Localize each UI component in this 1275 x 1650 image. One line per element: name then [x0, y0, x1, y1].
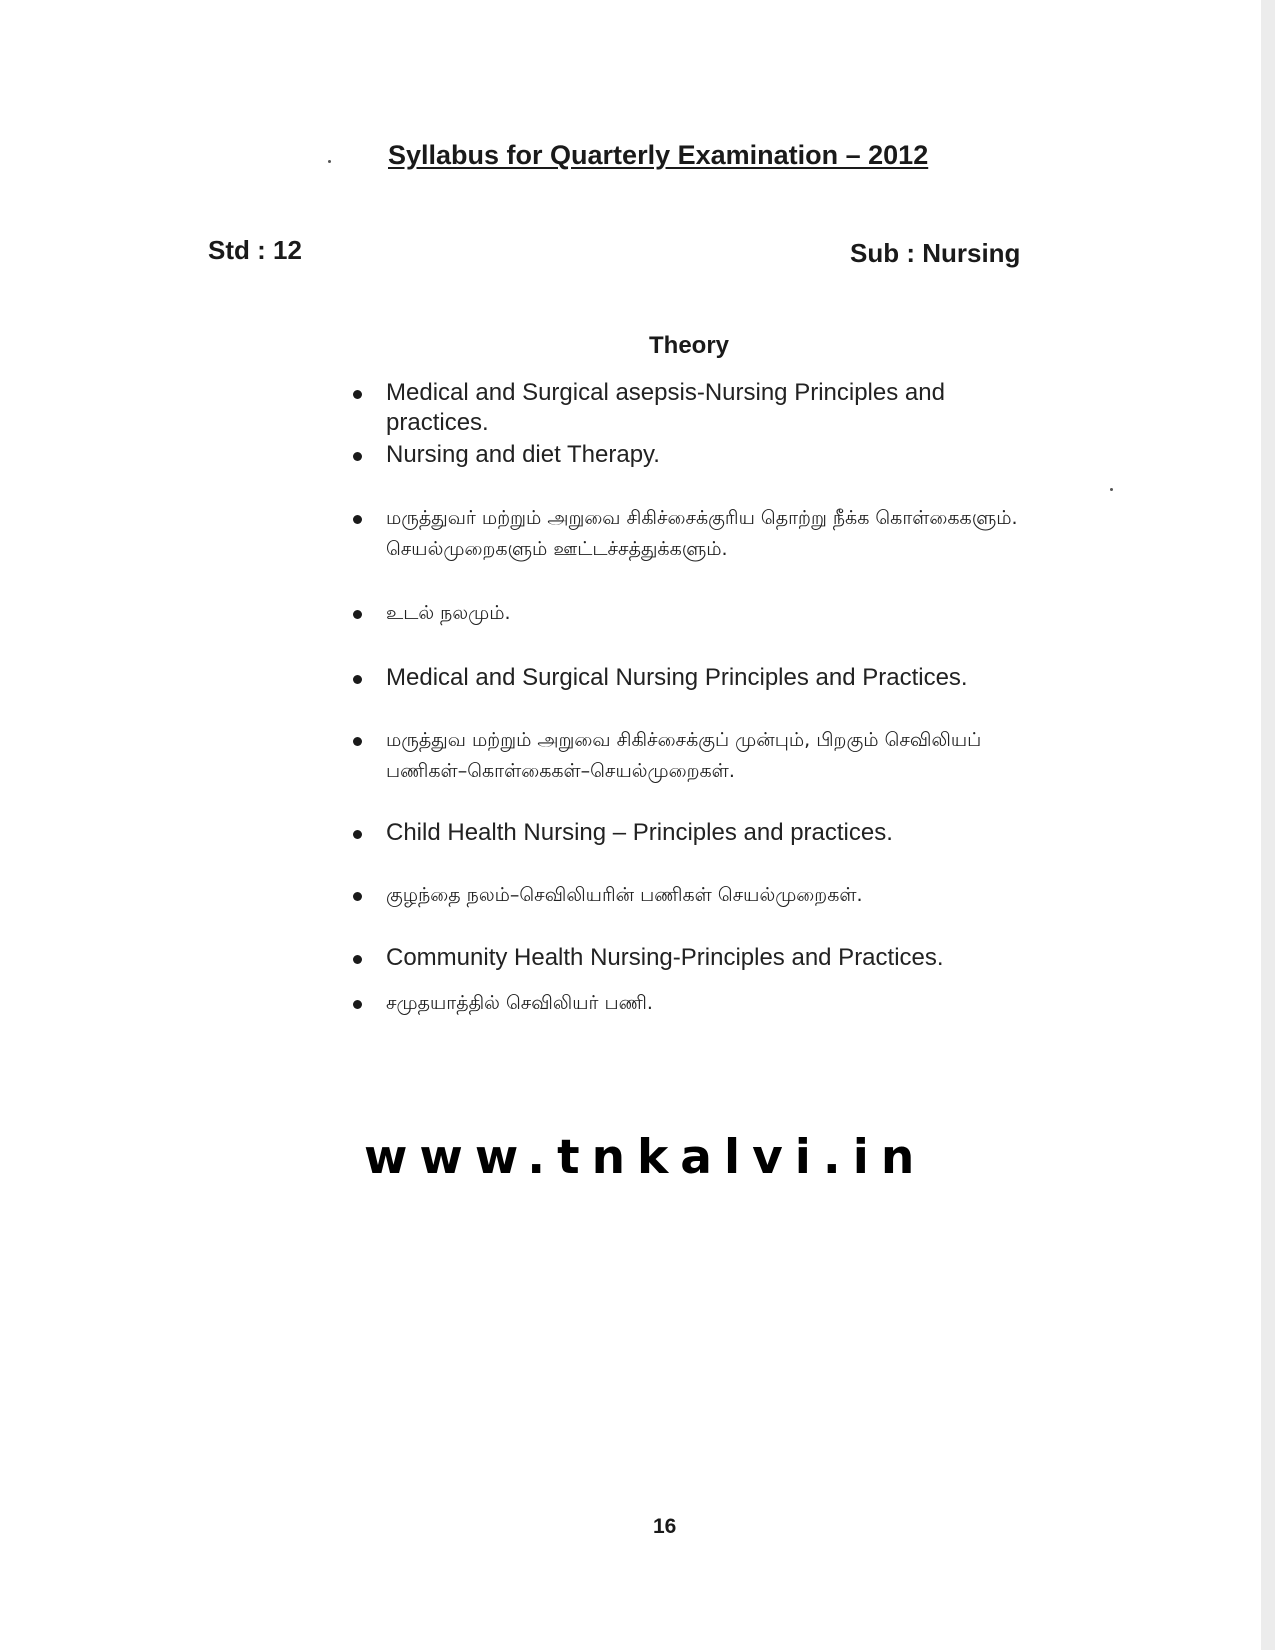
bullet-icon	[353, 390, 362, 399]
bullet-icon	[353, 955, 362, 964]
scan-speck	[1110, 488, 1113, 491]
bullet-icon	[353, 892, 362, 901]
bullet-icon	[353, 675, 362, 684]
list-item-text: சமுதயாத்தில் செவிலியர் பணி.	[386, 992, 653, 1014]
list-item-text: குழந்தை நலம்–செவிலியரின் பணிகள் செயல்முறைகள்.	[386, 884, 863, 906]
list-item-text: Medical and Surgical asepsis-Nursing Principles and practices.	[386, 379, 945, 436]
list-item-text: Medical and Surgical Nursing Principles and Practices.	[386, 664, 968, 691]
section-heading: Theory	[649, 332, 730, 359]
website-watermark: www.tnkalvi.in	[364, 1130, 927, 1185]
list-item-text: மருத்துவர் மற்றும் அறுவை சிகிச்சைக்குரிய தொற்று நீக்க கொள்கைகளும். செயல்முறைகளும் ஊட்டச்சத்துக்களும்.	[386, 507, 1018, 560]
scan-speck	[328, 160, 331, 163]
list-item-text: Child Health Nursing – Principles and practices.	[386, 819, 893, 846]
subject-label: Sub : Nursing	[850, 238, 1021, 268]
bullet-icon	[353, 515, 362, 524]
list-item-text: Nursing and diet Therapy.	[386, 441, 660, 468]
scan-edge	[1261, 0, 1275, 1650]
bullet-icon	[353, 830, 362, 839]
bullet-icon	[353, 452, 362, 461]
page-number: 16	[653, 1515, 677, 1538]
list-item-text: மருத்துவ மற்றும் அறுவை சிகிச்சைக்குப் முன்பும், பிறகும் செவிலியப் பணிகள்–கொள்கைகள்–செயல்முறைகள்.	[386, 729, 982, 782]
list-item-text: உடல் நலமும்.	[386, 602, 511, 624]
bullet-icon	[353, 1000, 362, 1009]
bullet-icon	[353, 610, 362, 619]
standard-label: Std : 12	[208, 235, 302, 265]
list-item-text: Community Health Nursing-Principles and Practices.	[386, 944, 944, 971]
bullet-icon	[353, 737, 362, 746]
page-title: Syllabus for Quarterly Examination – 2012	[388, 140, 929, 170]
